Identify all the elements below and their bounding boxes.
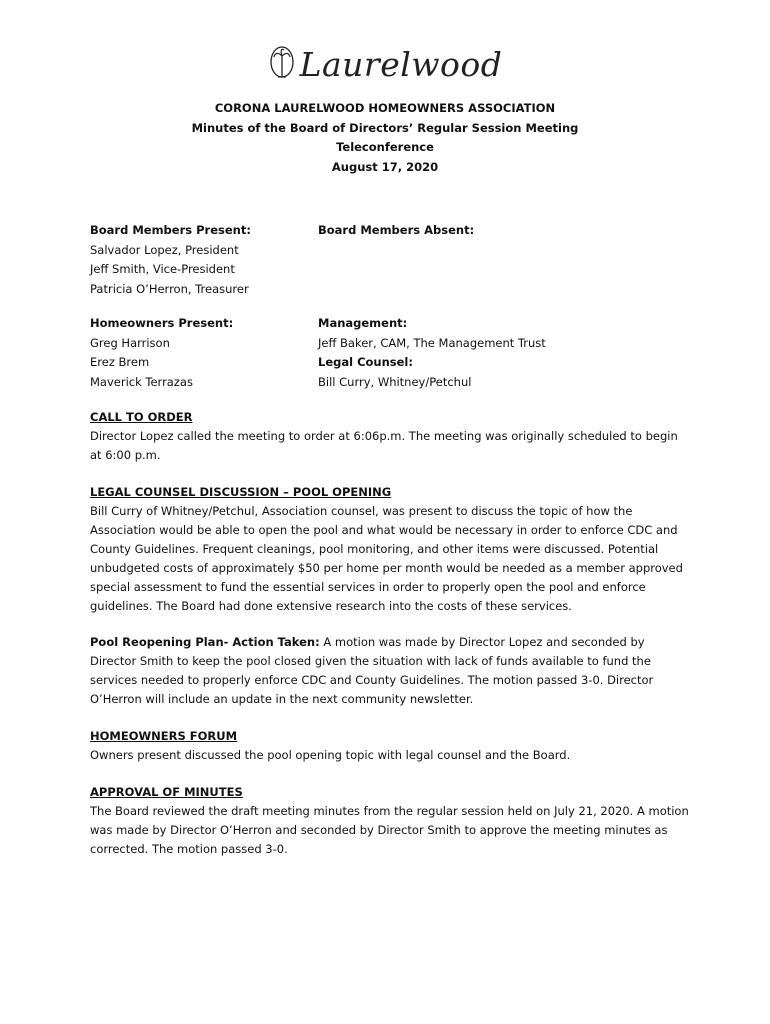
meeting-date: August 17, 2020 [331,159,439,174]
approval-minutes-heading: APPROVAL OF MINUTES [90,785,243,799]
management-heading: Management: [318,316,408,330]
call-to-order-text: Director Lopez called the meeting to order at 6:06p.m. The meeting was originally scheduled to begin at 6:00 p.m. [90,429,678,462]
homeowner-name: Greg Harrison [90,335,170,350]
board-absent-list [318,221,678,241]
meeting-type: Teleconference [336,140,434,154]
call-to-order-section [90,408,690,465]
board-absent-heading: Board Members Absent: [318,223,475,237]
legal-discussion-section [90,483,690,616]
board-present-heading: Board Members Present: [90,223,251,237]
homeowners-forum-heading: HOMEOWNERS FORUM [90,729,238,743]
legal-counsel-heading: Legal Counsel: [318,355,413,369]
homeowners-forum-text: Owners present discussed the pool opening topic with legal counsel and the Board. [90,748,571,762]
pool-plan-paragraph [90,633,690,709]
pool-plan-text: A motion was made by Director Lopez and seconded by Director Smith to keep the pool closed given the situation with lack of funds available to fund the services needed to properly enforce CDC and County Guidelines. The motion passed 3-0. Director O’Herron will include an update in the next community newsletter. [90,635,654,706]
document-header [0,99,770,177]
board-member: Patricia O’Herron, Treasurer [90,281,249,296]
approval-minutes-text: The Board reviewed the draft meeting minutes from the regular session held on July 21, 2020. A motion was made by Director O’Herron and seconded by Director Smith to approve the meeting minutes as corrected. The motion passed 3-0. [90,804,689,856]
management-list [318,314,698,392]
laurelwood-logo [0,44,770,84]
board-member: Jeff Smith, Vice-President [90,262,235,276]
legal-discussion-text: Bill Curry of Whitney/Petchul, Association counsel, was present to discuss the topic of how the Association would be able to open the pool and what would be necessary in order to enforce CDC and County Guidelines. Frequent cleanings, pool monitoring, and other items were discussed. Potential unbudgeted costs of approximately $50 per home per month would be needed as a member approved special assessment to fund the essential services in order to properly open the pool and enforce guidelines. The Board had done extensive research into the costs of these services. [90,504,683,613]
approval-minutes-section [90,783,690,859]
association-name: CORONA LAURELWOOD HOMEOWNERS ASSOCIATION [214,101,556,115]
homeowner-name: Maverick Terrazas [90,374,193,389]
palm-tree-icon [268,44,296,84]
board-present-list [90,221,320,299]
homeowners-forum-section [90,727,690,765]
legal-counsel-name: Bill Curry, Whitney/Petchul [318,374,472,389]
homeowner-name: Erez Brem [90,355,150,369]
pool-plan-heading: Pool Reopening Plan- Action Taken: [90,635,320,649]
call-to-order-heading: CALL TO ORDER [90,410,193,424]
logo-wordmark: Laurelwood [299,44,503,84]
pool-plan-section [90,633,690,709]
homeowners-present-heading: Homeowners Present: [90,316,234,330]
homeowners-present-list [90,314,320,392]
meeting-title: Minutes of the Board of Directors’ Regular Session Meeting [191,120,579,135]
management-name: Jeff Baker, CAM, The Management Trust [318,335,546,350]
board-member: Salvador Lopez, President [90,242,239,257]
legal-discussion-heading: LEGAL COUNSEL DISCUSSION – POOL OPENING [90,485,392,499]
